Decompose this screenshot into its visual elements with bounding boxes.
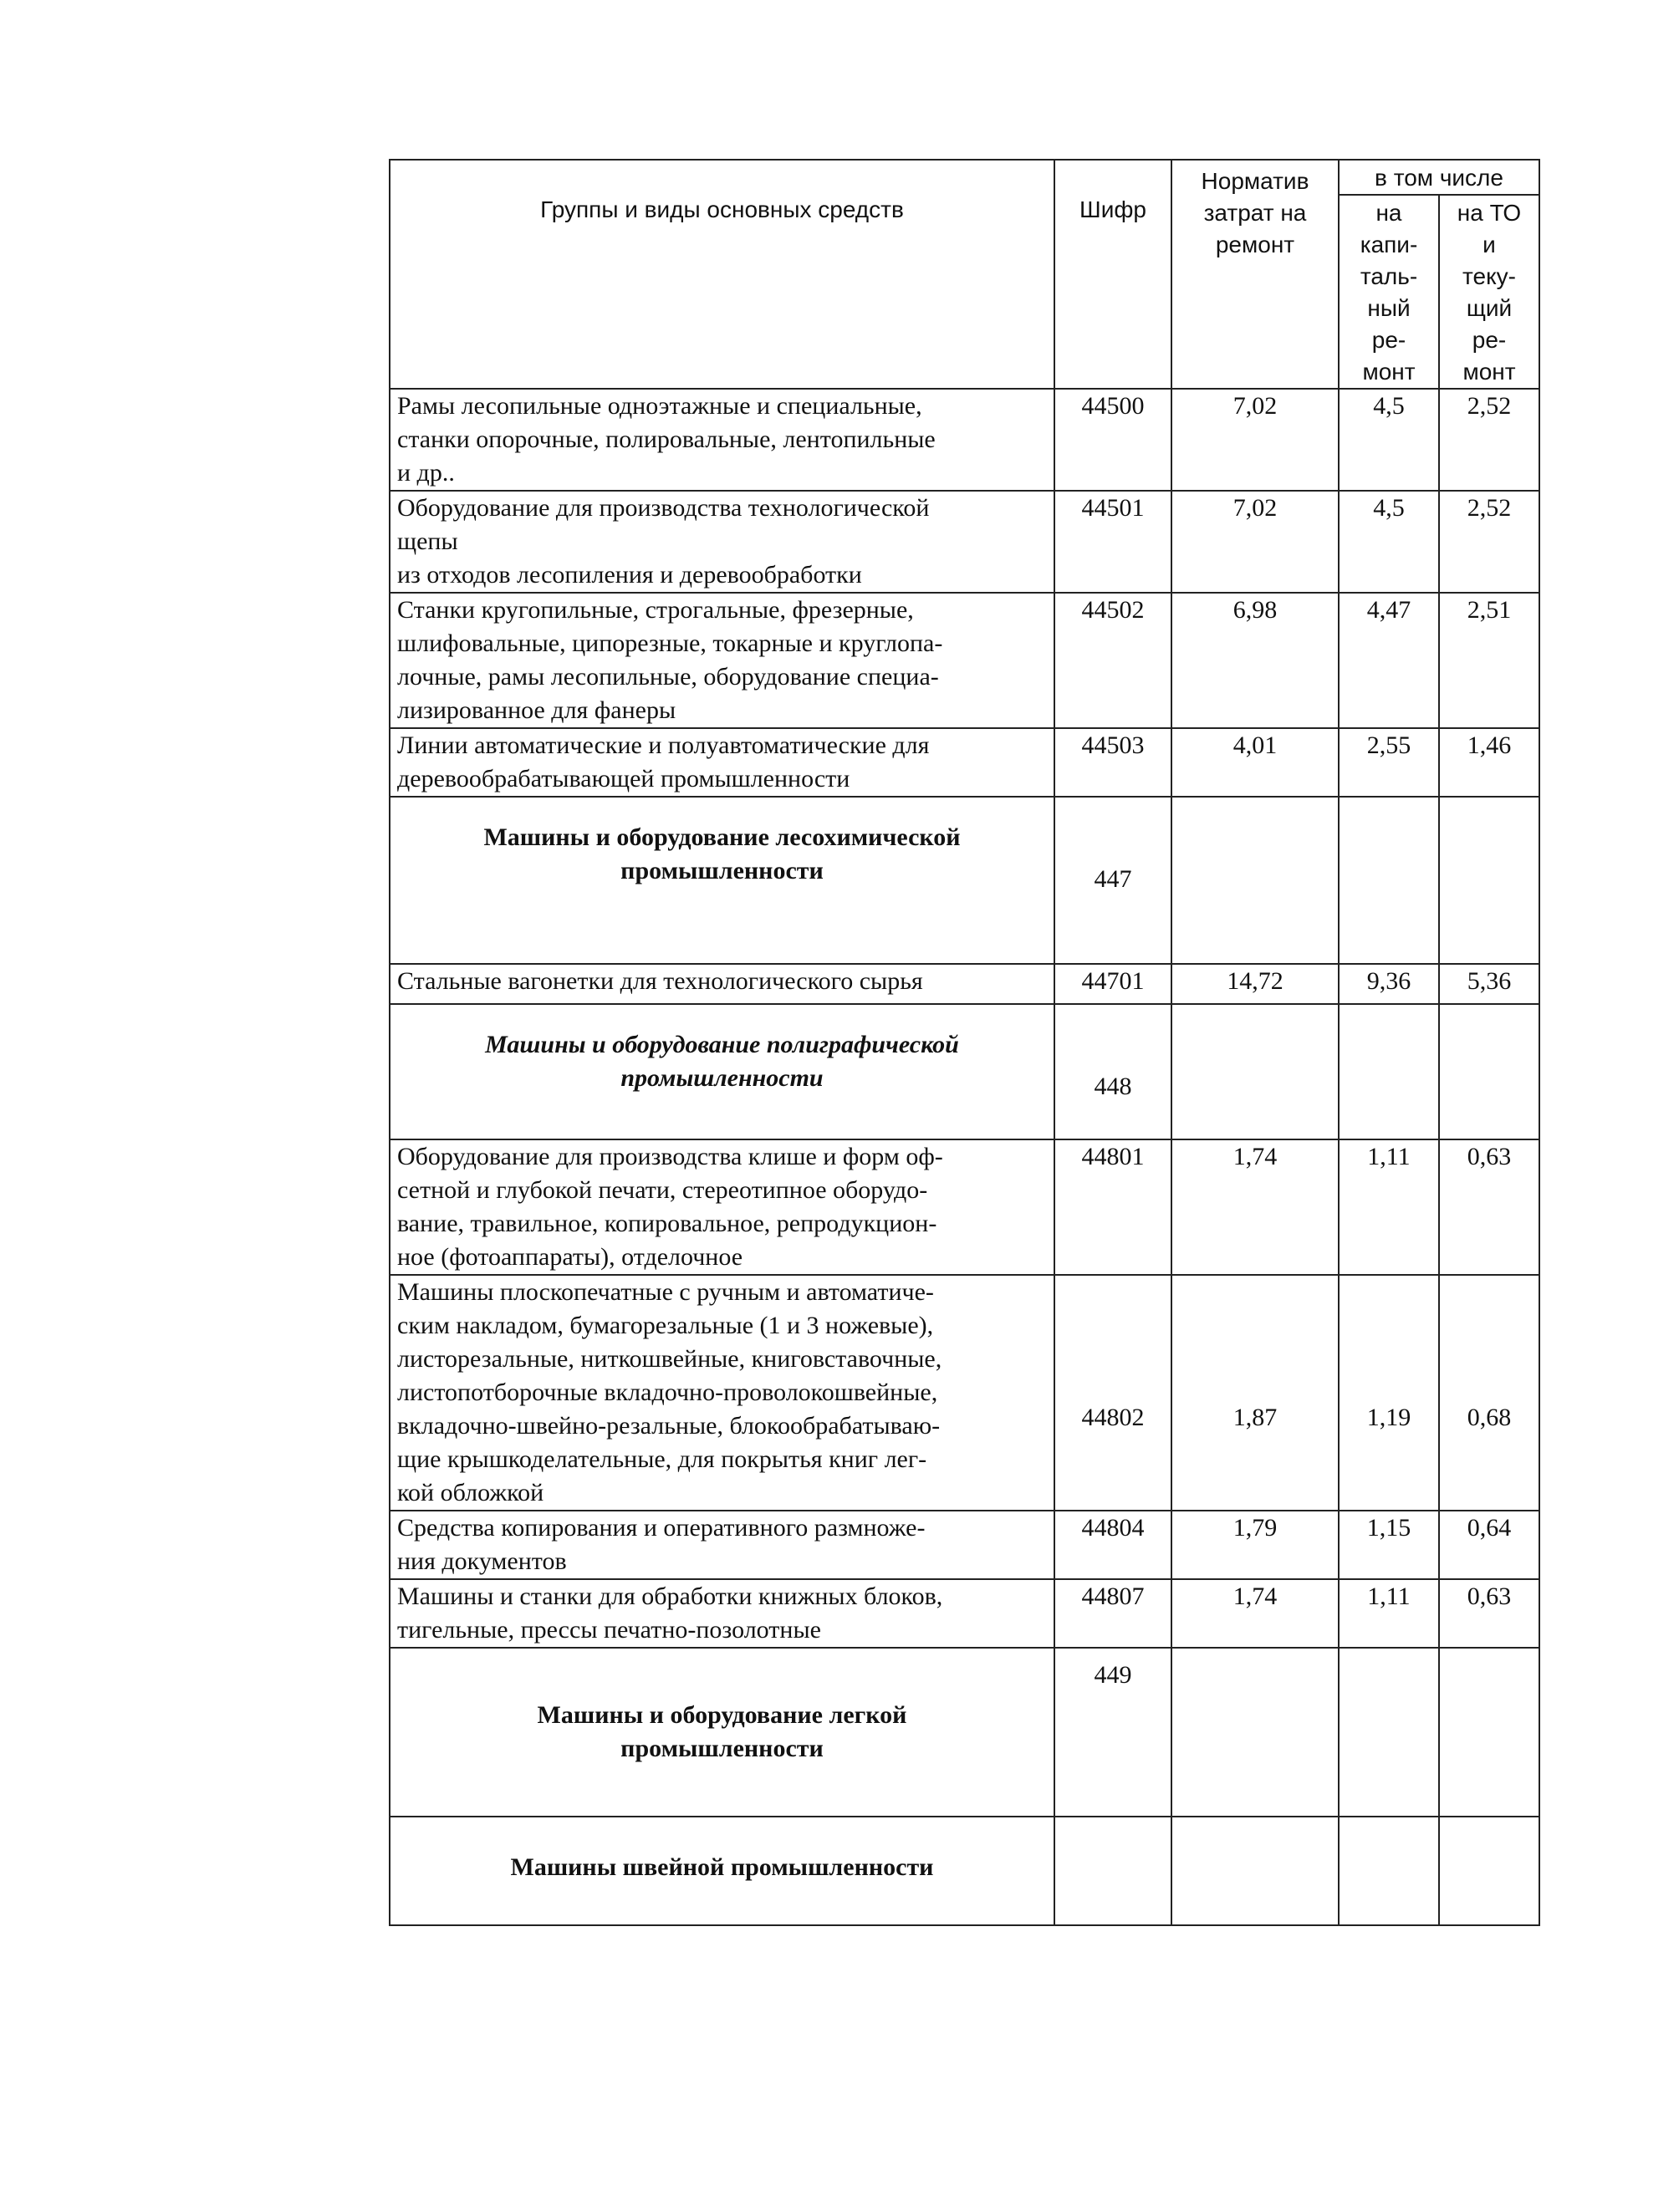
section-row <box>390 1648 1539 1817</box>
name-line: из отходов лесопиления и деревообработки <box>397 561 862 589</box>
name-cell <box>390 389 1054 491</box>
capital-cell <box>1339 797 1439 964</box>
table-row <box>390 1139 1539 1275</box>
name-cell <box>390 964 1054 1004</box>
section-title-line: промышленности <box>620 1064 824 1092</box>
norm-cell <box>1171 797 1339 964</box>
name-line: шлифовальные, ципорезные, токарные и круглопа- <box>397 629 943 657</box>
name-line: сетной и глубокой печати, стереотипное оборудо- <box>397 1176 928 1204</box>
name-line: Средства копирования и оперативного размноже- <box>397 1514 926 1542</box>
name-line: Линии автоматические и полуавтоматические для <box>397 731 930 759</box>
capital-cell: 4,47 <box>1339 593 1439 728</box>
header-including: в том числе <box>1339 160 1539 195</box>
name-line: деревообрабатывающей промышленности <box>397 765 850 793</box>
capital-cell <box>1339 1004 1439 1139</box>
name-line: станки опорочные, полировальные, лентопильные <box>397 426 936 453</box>
name-line: вание, травильное, копировальное, репродукцион- <box>397 1210 937 1237</box>
code-cell: 447 <box>1054 797 1171 964</box>
table-row <box>390 1275 1539 1511</box>
norm-cell: 14,72 <box>1171 964 1339 1004</box>
name-cell <box>390 491 1054 593</box>
section-row <box>390 1817 1539 1925</box>
name-line: Станки кругопильные, строгальные, фрезерные, <box>397 596 914 624</box>
name-line: лочные, рамы лесопильные, оборудование специа- <box>397 663 939 691</box>
table-row <box>390 728 1539 797</box>
section-row <box>390 797 1539 964</box>
name-line: вкладочно-швейно-резальные, блокообрабатываю- <box>397 1412 941 1440</box>
norm-cell: 1,87 <box>1171 1275 1339 1511</box>
section-title-line: Машины и оборудование лесохимической <box>483 823 961 851</box>
current-cell: 2,51 <box>1439 593 1539 728</box>
code-cell: 448 <box>1054 1004 1171 1139</box>
code-cell: 44701 <box>1054 964 1171 1004</box>
capital-cell <box>1339 1817 1439 1925</box>
name-line: Оборудование для производства технологической <box>397 494 930 522</box>
capital-cell: 1,11 <box>1339 1579 1439 1648</box>
norm-cell: 4,01 <box>1171 728 1339 797</box>
name-cell <box>390 1579 1054 1648</box>
code-cell: 44801 <box>1054 1139 1171 1275</box>
code-cell: 44500 <box>1054 389 1171 491</box>
name-line: лизированное для фанеры <box>397 696 676 724</box>
norm-cell: 1,79 <box>1171 1511 1339 1579</box>
code-cell: 44802 <box>1054 1275 1171 1511</box>
current-cell <box>1439 797 1539 964</box>
name-line: ским накладом, бумагорезальные (1 и 3 ножевые), <box>397 1312 934 1339</box>
norm-cell <box>1171 1817 1339 1925</box>
norm-cell: 7,02 <box>1171 491 1339 593</box>
section-row <box>390 1004 1539 1139</box>
capital-cell: 2,55 <box>1339 728 1439 797</box>
name-line: тигельные, прессы печатно-позолотные <box>397 1616 821 1644</box>
name-line: Рамы лесопильные одноэтажные и специальные, <box>397 392 922 420</box>
code-cell: 44807 <box>1054 1579 1171 1648</box>
name-line: Машины плоскопечатные с ручным и автоматиче- <box>397 1278 934 1306</box>
current-cell: 2,52 <box>1439 491 1539 593</box>
repair-norms-table <box>389 159 1540 1926</box>
norm-cell: 7,02 <box>1171 389 1339 491</box>
header-current: на ТО и теку- щий ре- монт <box>1439 195 1539 389</box>
name-line: щепы <box>397 528 458 555</box>
current-cell: 0,68 <box>1439 1275 1539 1511</box>
current-cell: 0,64 <box>1439 1511 1539 1579</box>
capital-cell: 1,19 <box>1339 1275 1439 1511</box>
section-title-line: промышленности <box>620 857 824 884</box>
name-line: ния документов <box>397 1547 567 1575</box>
name-line: Оборудование для производства клише и форм оф- <box>397 1143 943 1170</box>
name-cell <box>390 1511 1054 1579</box>
section-title-cell <box>390 1648 1054 1817</box>
section-title-line: Машины и оборудование легкой <box>537 1701 907 1729</box>
current-cell: 1,46 <box>1439 728 1539 797</box>
table-row <box>390 491 1539 593</box>
name-line: Стальные вагонетки для технологического сырья <box>397 967 923 995</box>
name-line: Машины и станки для обработки книжных блоков, <box>397 1583 943 1610</box>
code-cell: 44503 <box>1054 728 1171 797</box>
capital-cell <box>1339 1648 1439 1817</box>
capital-cell: 4,5 <box>1339 389 1439 491</box>
table-row <box>390 964 1539 1004</box>
current-cell: 5,36 <box>1439 964 1539 1004</box>
current-cell <box>1439 1817 1539 1925</box>
current-cell: 0,63 <box>1439 1139 1539 1275</box>
capital-cell: 4,5 <box>1339 491 1439 593</box>
norm-cell: 6,98 <box>1171 593 1339 728</box>
capital-cell: 1,11 <box>1339 1139 1439 1275</box>
name-cell <box>390 1275 1054 1511</box>
code-cell <box>1054 1817 1171 1925</box>
table-row <box>390 1511 1539 1579</box>
name-cell <box>390 728 1054 797</box>
name-line: и др.. <box>397 459 455 487</box>
table-row <box>390 389 1539 491</box>
current-cell <box>1439 1648 1539 1817</box>
current-cell: 2,52 <box>1439 389 1539 491</box>
name-line: щие крышкоделательные, для покрытья книг лег- <box>397 1445 927 1473</box>
header-norm: Норматив затрат на ремонт <box>1171 160 1339 389</box>
table-body <box>390 389 1539 1925</box>
code-cell: 44804 <box>1054 1511 1171 1579</box>
section-title-line: Машины швейной промышленности <box>510 1853 934 1881</box>
name-line: ное (фотоаппараты), отделочное <box>397 1243 743 1271</box>
name-line: кой обложкой <box>397 1479 544 1506</box>
header-name: Группы и виды основных средств <box>390 160 1054 389</box>
norm-cell <box>1171 1004 1339 1139</box>
section-title-cell <box>390 1004 1054 1139</box>
name-cell <box>390 1139 1054 1275</box>
header-capital: на капи- таль- ный ре- монт <box>1339 195 1439 389</box>
norm-cell <box>1171 1648 1339 1817</box>
table-row <box>390 1579 1539 1648</box>
name-cell <box>390 593 1054 728</box>
current-cell <box>1439 1004 1539 1139</box>
section-title-line: Машины и оборудование полиграфической <box>485 1031 959 1058</box>
capital-cell: 9,36 <box>1339 964 1439 1004</box>
name-line: листорезальные, ниткошвейные, книговставочные, <box>397 1345 942 1373</box>
capital-cell: 1,15 <box>1339 1511 1439 1579</box>
norm-cell: 1,74 <box>1171 1139 1339 1275</box>
code-cell: 44501 <box>1054 491 1171 593</box>
section-title-cell <box>390 797 1054 964</box>
current-cell: 0,63 <box>1439 1579 1539 1648</box>
section-title-line: промышленности <box>620 1735 824 1762</box>
name-line: листопотборочные вкладочно-проволокошвейные, <box>397 1379 938 1406</box>
section-title-cell <box>390 1817 1054 1925</box>
table-row <box>390 593 1539 728</box>
norm-cell: 1,74 <box>1171 1579 1339 1648</box>
table-header <box>390 160 1539 389</box>
code-cell: 44502 <box>1054 593 1171 728</box>
code-cell: 449 <box>1054 1648 1171 1817</box>
header-code: Шифр <box>1054 160 1171 389</box>
